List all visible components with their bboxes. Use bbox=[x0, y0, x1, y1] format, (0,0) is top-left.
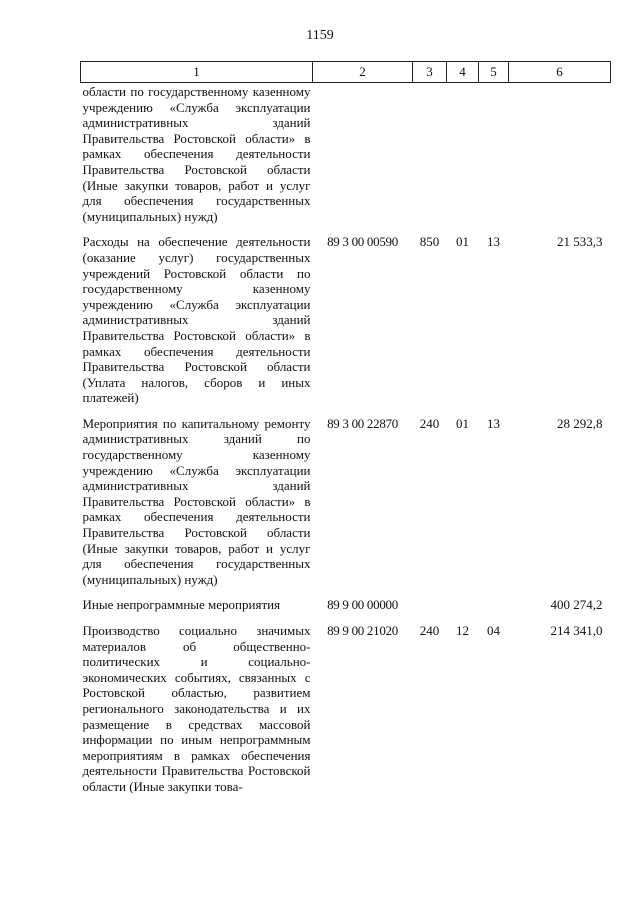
table-header-row bbox=[81, 62, 611, 83]
row-name: области по государственному казенному учреждению «Служба эксплуатации административных зданий Правительства Ростовской области» в рамках обеспечения деятельности Правительства Ростовской области (Иные закупки товаров, работ и услуг для обеспечения государственных (муниципальных) нужд) bbox=[82, 84, 311, 224]
row-rz: 12 bbox=[456, 623, 469, 638]
row-vr: 240 bbox=[419, 623, 440, 638]
row-amount: 400 274,2 bbox=[550, 597, 603, 613]
row-code: 89 9 00 00000 bbox=[327, 597, 398, 613]
row-name: Иные непрограммные мероприятия bbox=[82, 597, 281, 613]
column-header-3: 3 bbox=[413, 62, 447, 83]
row-vr: 850 bbox=[419, 234, 440, 250]
table-row bbox=[81, 83, 611, 235]
column-header-1: 1 bbox=[81, 62, 313, 83]
row-rz bbox=[447, 597, 479, 623]
row-pr bbox=[479, 83, 509, 235]
row-name: Расходы на обеспечение деятельности (оказание услуг) государственных учреждений Ростовской области по государственному казенному учреждению «Служба эксплуатации административных зданий Правительства Ростовской области» в рамках обеспечения деятельности Правительства Ростовской области (Уплата налогов, сборов и иных платежей) bbox=[82, 234, 311, 406]
row-pr: 04 bbox=[487, 623, 500, 638]
row-vr bbox=[413, 597, 447, 623]
column-header-5: 5 bbox=[479, 62, 509, 83]
row-amount: 214 341,0 bbox=[550, 623, 603, 638]
column-header-6: 6 bbox=[509, 62, 611, 83]
row-amount bbox=[509, 83, 611, 235]
row-code: 89 3 00 00590 bbox=[327, 234, 398, 250]
table-row bbox=[81, 234, 611, 416]
table-row bbox=[81, 597, 611, 623]
table-row bbox=[81, 416, 611, 598]
row-name: Производство социально значимых материалов об общественно-политических и социально-экономических событиях, связанных с Ростовской областью, развитием регионального законодательства и их размещение в средствах массовой информации по иным непрограммным мероприятиям в рамках обеспечения деятельности Правительства Ростовской области (Иные закупки това- bbox=[82, 623, 311, 794]
row-rz: 01 bbox=[456, 234, 469, 250]
row-vr bbox=[413, 83, 447, 235]
row-vr: 240 bbox=[419, 415, 440, 431]
row-code: 89 3 00 22870 bbox=[327, 415, 398, 431]
row-rz: 01 bbox=[456, 415, 469, 431]
row-pr: 13 bbox=[487, 234, 500, 250]
row-amount: 28 292,8 bbox=[557, 415, 603, 431]
row-pr: 13 bbox=[487, 415, 500, 431]
table-row bbox=[81, 623, 611, 805]
budget-table bbox=[80, 61, 611, 805]
column-header-2: 2 bbox=[313, 62, 413, 83]
row-rz bbox=[447, 83, 479, 235]
row-pr bbox=[479, 597, 509, 623]
row-code bbox=[313, 83, 413, 235]
row-name: Мероприятия по капитальному ремонту административных зданий по государственному казенному учреждению «Служба эксплуатации административных зданий Правительства Ростовской области» в рамках обеспечения деятельности Правительства Ростовской области (Иные закупки товаров, работ и услуг для обеспечения государственных (муниципальных) нужд) bbox=[82, 415, 311, 587]
row-amount: 21 533,3 bbox=[557, 234, 603, 250]
column-header-4: 4 bbox=[447, 62, 479, 83]
row-code: 89 9 00 21020 bbox=[327, 623, 398, 638]
page-number: 1159 bbox=[306, 28, 334, 43]
